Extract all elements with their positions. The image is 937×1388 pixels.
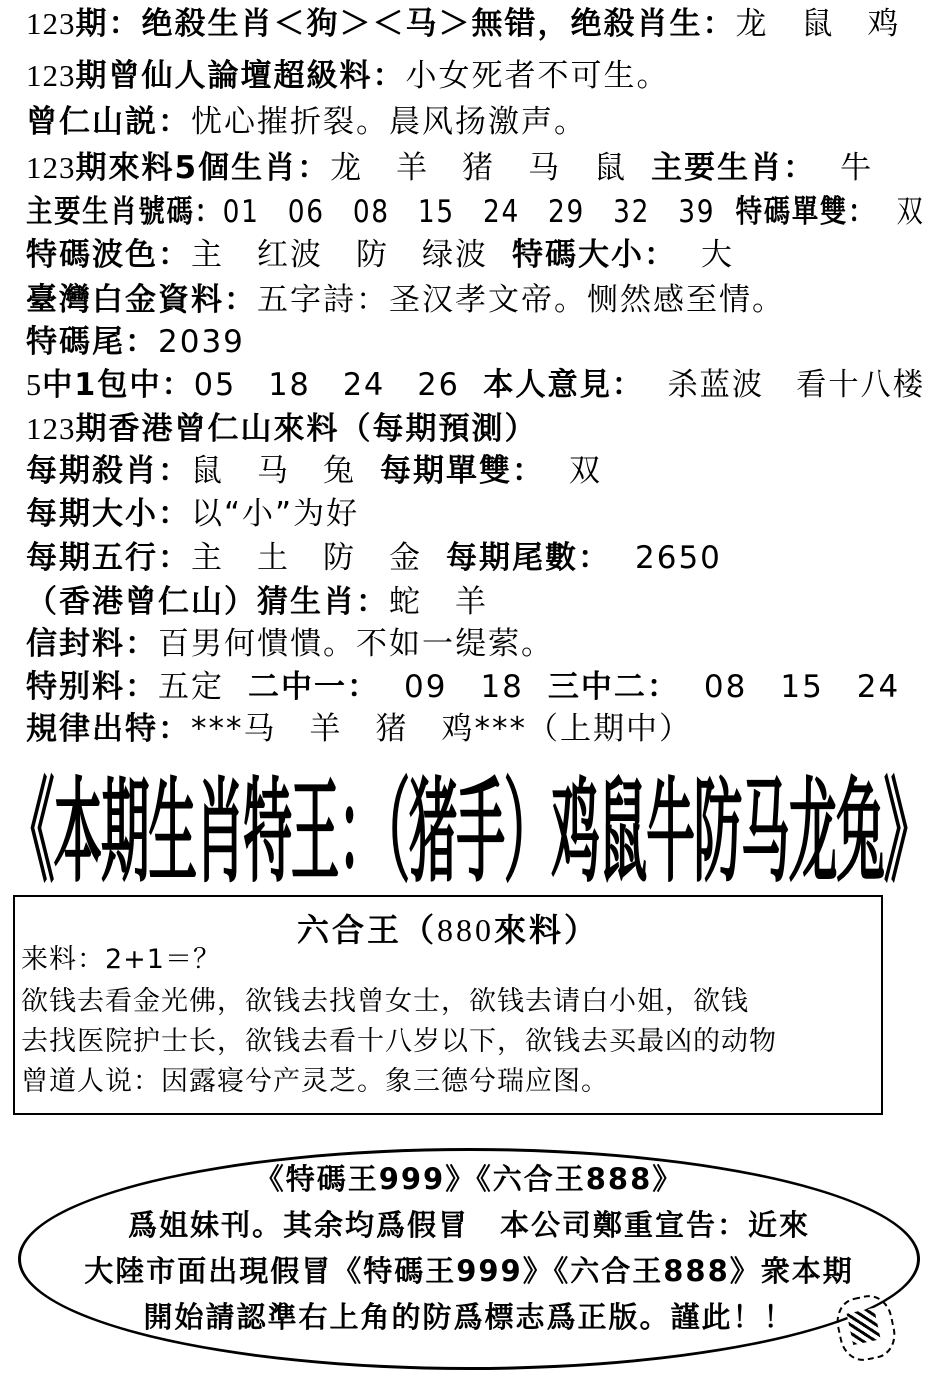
line-part-b: 信封料： bbox=[26, 626, 158, 662]
line-part-f: 三中二： bbox=[547, 669, 680, 705]
line-part-c: ***马 羊 猪 鸡***（上期中） bbox=[191, 711, 692, 747]
text-line bbox=[26, 586, 488, 618]
line-part-c: 2039 bbox=[158, 324, 245, 360]
line-part-c: 五定 bbox=[158, 669, 224, 705]
text-line bbox=[26, 326, 245, 358]
box-title-number: 880 bbox=[437, 912, 494, 948]
line-part-b: 主要生肖號碼： bbox=[26, 194, 223, 230]
notice-row: 《特碼王999》《六合王888》 bbox=[254, 1162, 684, 1196]
line-part-d: 主要生肖： bbox=[651, 150, 817, 186]
line-part-c: 小女死者不可生。 bbox=[405, 58, 670, 94]
line-part-b: 每期大小： bbox=[26, 496, 191, 532]
line-part-c: 主 土 防 金 bbox=[191, 540, 422, 576]
line-part-b: 期來料5個生肖： bbox=[75, 150, 331, 186]
line-part-a: 123 bbox=[26, 58, 76, 93]
line-part-c: 鼠 马 兔 bbox=[191, 453, 356, 489]
line-part-a: 5 bbox=[26, 367, 43, 402]
text-line bbox=[26, 239, 734, 271]
line-part-c: 蛇 羊 bbox=[389, 584, 488, 620]
text-line bbox=[26, 106, 587, 138]
notice-oval bbox=[18, 1148, 920, 1370]
line-part-c: 百男何憒憒。不如一缇萦。 bbox=[158, 626, 554, 662]
line-part-a: 123 bbox=[26, 150, 76, 185]
text-line bbox=[26, 413, 538, 445]
line-part-d: 每期尾數： bbox=[446, 540, 611, 576]
notice-row: 爲姐妹刊。其余均爲假冒 本公司鄭重宣告：近來 bbox=[127, 1208, 810, 1242]
line-part-a: 123 bbox=[26, 411, 76, 446]
line-part-b: 特碼尾： bbox=[26, 324, 158, 360]
notice-row: 大陸市面出現假冒《特碼王999》《六合王888》衆本期 bbox=[84, 1254, 854, 1288]
text-line bbox=[26, 152, 873, 184]
text-line bbox=[26, 671, 900, 703]
text-line bbox=[26, 196, 925, 228]
line-part-e: 双 bbox=[569, 453, 602, 489]
text-line bbox=[26, 455, 602, 487]
line-part-d: 特碼單雙： bbox=[735, 194, 877, 230]
line-part-c: 01 06 08 15 24 29 32 39 bbox=[222, 194, 716, 230]
line-part-c: 五字詩：圣汉孝文帝。恻然感至情。 bbox=[257, 282, 785, 318]
line-part-b: 期曾仙人論壇超級料： bbox=[75, 58, 406, 94]
text-line bbox=[26, 60, 670, 92]
line-part-b: 期：绝殺生肖＜狗＞＜马＞無错，绝殺肖生： bbox=[75, 6, 736, 42]
line-part-b: 每期殺肖： bbox=[26, 453, 191, 489]
line-part-b: 臺灣白金資料： bbox=[26, 282, 257, 318]
line-part-c: 05 18 24 26 bbox=[193, 367, 460, 403]
line-part-a: 123 bbox=[26, 6, 76, 41]
box-row: 去找医院护士长，欲钱去看十八岁以下，欲钱去买最凶的动物 bbox=[21, 1026, 777, 1057]
line-part-b: 特别料： bbox=[26, 669, 158, 705]
line-part-e: 09 18 bbox=[404, 669, 524, 705]
line-part-c: 主 红波 防 绿波 bbox=[191, 237, 488, 273]
line-part-e: 杀蓝波 看十八楼 bbox=[667, 367, 925, 403]
line-part-c: 龙 羊 猪 马 鼠 bbox=[330, 150, 628, 186]
line-part-d: 特碼大小： bbox=[512, 237, 677, 273]
line-part-b: 曾仁山説： bbox=[26, 104, 191, 140]
box-title-b: 來料） bbox=[494, 911, 600, 949]
line-part-b: 每期五行： bbox=[26, 540, 191, 576]
line-part-b: 特碼波色： bbox=[26, 237, 191, 273]
line-part-d: 二中一： bbox=[248, 669, 380, 705]
line-part-c: 龙 鼠 鸡 bbox=[735, 6, 901, 42]
line-part-d: 每期單雙： bbox=[380, 453, 545, 489]
text-line bbox=[26, 542, 722, 574]
box-row: 欲钱去看金光佛，欲钱去找曾女士，欲钱去请白小姐，欲钱 bbox=[21, 986, 749, 1017]
notice-row: 開始請認準右上角的防爲標志爲正版。謹此！！ bbox=[143, 1300, 795, 1334]
line-part-e: 牛 bbox=[840, 150, 874, 186]
line-part-e: 2650 bbox=[635, 540, 722, 576]
text-line bbox=[26, 369, 925, 401]
line-part-c: 以“小”为好 bbox=[191, 496, 360, 532]
line-part-b: 中1包中： bbox=[42, 367, 194, 403]
text-line bbox=[26, 498, 359, 530]
banner-text: 《本期生肖特王：（猪手）鸡鼠牛防马龙兔》 bbox=[6, 766, 932, 898]
box-row: 来料：2+1＝？ bbox=[21, 944, 221, 975]
liuhe-wang-box bbox=[13, 895, 883, 1115]
text-line bbox=[26, 284, 785, 316]
text-line bbox=[26, 713, 692, 745]
text-line bbox=[26, 8, 901, 40]
line-part-e: 双 bbox=[896, 194, 925, 230]
box-title-a: 六合王（ bbox=[296, 911, 437, 949]
line-part-g: 08 15 24 bbox=[703, 669, 901, 705]
line-part-d: 本人意見： bbox=[483, 367, 645, 403]
box-row: 曾道人说：因露寝兮产灵芝。象三德兮瑞应图。 bbox=[21, 1066, 609, 1097]
line-part-b: （香港曾仁山）猜生肖： bbox=[26, 584, 389, 620]
line-part-c: 忧心摧折裂。晨风扬激声。 bbox=[191, 104, 587, 140]
line-part-e: 大 bbox=[701, 237, 734, 273]
text-line bbox=[26, 628, 554, 660]
line-part-b: 期香港曾仁山來料（每期預測） bbox=[75, 411, 538, 447]
line-part-b: 規律出特： bbox=[26, 711, 191, 747]
special-zodiac-banner bbox=[0, 748, 937, 898]
